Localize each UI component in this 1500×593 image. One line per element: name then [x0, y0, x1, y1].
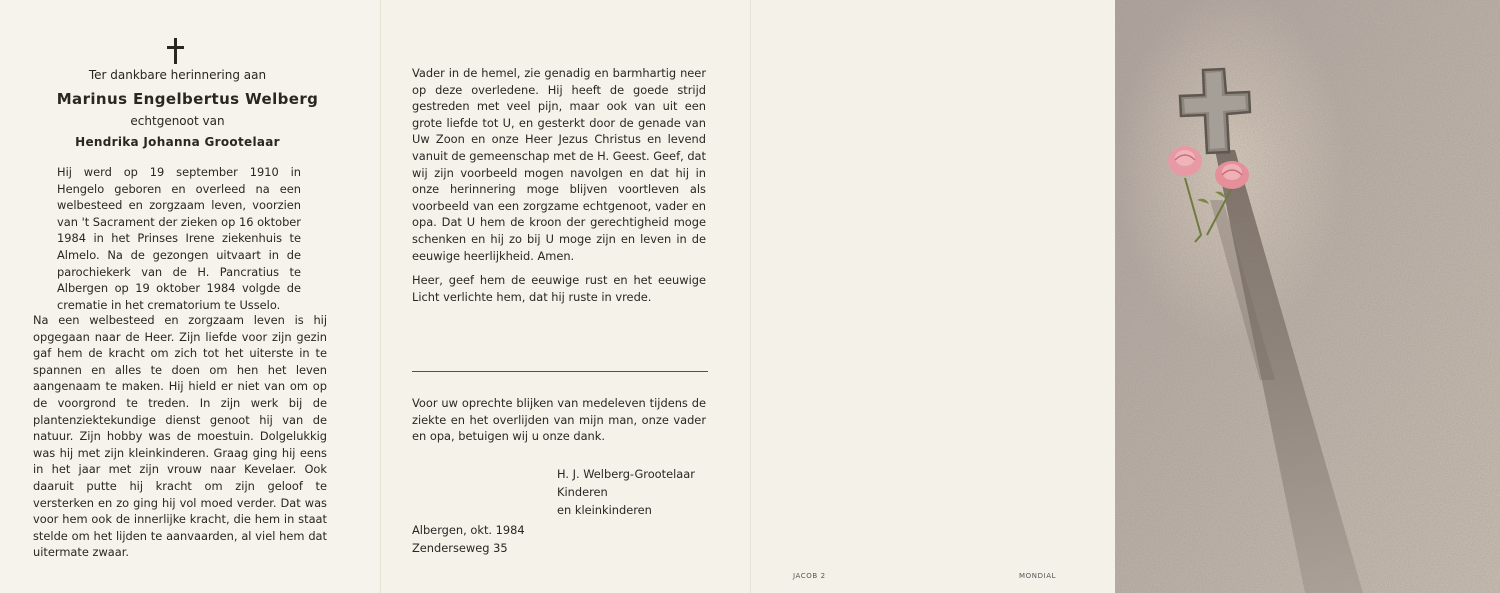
- rose-right: [1215, 161, 1249, 189]
- panel-biography: [0, 0, 380, 593]
- deceased-name: Marinus Engelbertus Welberg: [56, 90, 319, 108]
- prayer-paragraph-1: Vader in de hemel, zie genadig en barmhartig neer op deze overledene. Hij heeft de goede strijd gestreden met veel pijn, maar ook van uit een grote liefde tot U, en gesterkt door de genade van Uw Zoon en onze Heer Jezus Christus en levend vanuit de gemeenschap met de H. Geest. Geef, dat wij zijn voorbeeld mogen navolgen en dat hij in onze herinnering moge blijven voortleven als voorbeeld van een zorgzame echtgenoot, vader en opa. Dat U hem de kroon der gerechtigheid moge schenken en hij zo bij U moge zijn en leven in de eeuwige heerlijkheid. Amen.: [412, 66, 706, 263]
- panel-prayer: [380, 0, 750, 593]
- signature-line-1: H. J. Welberg-Grootelaar: [557, 467, 695, 481]
- signature-line-3: en kleinkinderen: [557, 503, 652, 517]
- cross-icon: [165, 38, 187, 66]
- thanks-text: Voor uw oprechte blijken van medeleven tijdens de ziekte en het overlijden van mijn man, onze vader en opa, betuigen wij u onze dank.: [412, 396, 706, 444]
- prayer-paragraph-2: Heer, geef hem de eeuwige rust en het eeuwige Licht verlichte hem, dat hij ruste in vrede.: [412, 273, 706, 304]
- address: Zenderseweg 35: [412, 541, 508, 555]
- signature-line-2: Kinderen: [557, 485, 608, 499]
- cover-photo: [1115, 0, 1500, 593]
- rose-left: [1168, 146, 1202, 176]
- panel-blank: [750, 0, 1115, 593]
- biography-paragraph-1: Hij werd op 19 september 1910 in Hengelo geboren en overleed na een welbesteed en zorgzaam leven, voorzien van 't Sacrament der zieken op 16 oktober 1984 in het Prinses Irene ziekenhuis te Almelo. Na de gezongen uitvaart in de parochiekerk van de H. Pancratius te Albergen op 19 oktober 1984 volgde de crematie in het crematorium te Usselo.: [57, 165, 301, 312]
- print-code: JACOB 2: [793, 572, 826, 580]
- divider: [412, 371, 708, 372]
- biography-paragraph-2: Na een welbesteed en zorgzaam leven is hij opgegaan naar de Heer. Zijn liefde voor zijn gezin gaf hem de kracht om zich tot het uiterste in te spannen en alles te doen om hen het leven aangenaam te maken. Hij hield er niet van om op de voorgrond te treden. In zijn werk bij de plantenziektekundige dienst genoot hij van de natuur. Zijn hobby was de moestuin. Dolgelukkig was hij met zijn kleinkinderen. Graag ging hij eens in het jaar met zijn vrouw naar Kevelaer. Ook daaruit putte hij kracht om zijn geloof te versterken en zo ging hij vol moed verder. Dat was voor hem ook de innerlijke kracht, die hem in staat stelde om het lijden te aanvaarden, al viel hem dat uitermate zwaar.: [33, 313, 327, 560]
- intro-text: Ter dankbare herinnering aan: [88, 68, 267, 82]
- place-block: [412, 521, 525, 557]
- signature-block: [557, 465, 695, 519]
- spouse-label: echtgenoot van: [130, 114, 225, 128]
- cross-roses-photo: [1115, 0, 1500, 593]
- place-date: Albergen, okt. 1984: [412, 523, 525, 537]
- publisher-mark: MONDIAL: [1019, 572, 1057, 580]
- spouse-name: Hendrika Johanna Grootelaar: [75, 135, 280, 149]
